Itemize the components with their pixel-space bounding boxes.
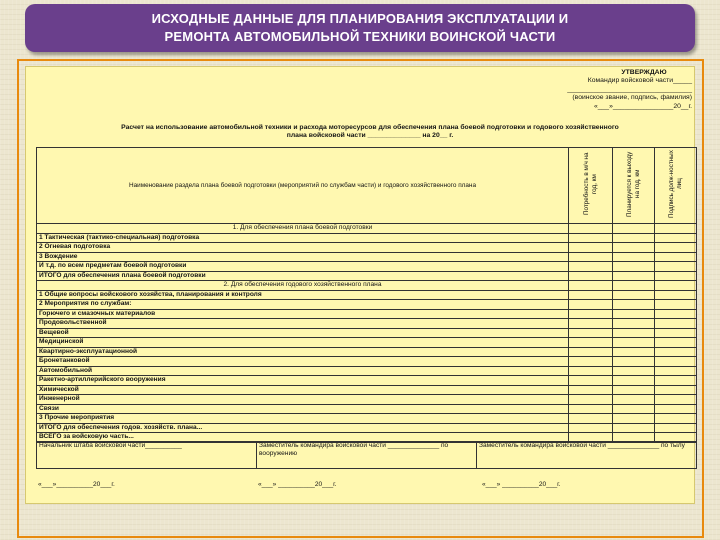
approval-block — [526, 69, 692, 111]
approve-heading: УТВЕРЖДАЮ — [621, 69, 667, 76]
table-row: 1 Общие вопросы войскового хозяйства, планирования и контроля — [37, 290, 697, 300]
approve-caption: (воинское звание, подпись, фамилия) — [572, 94, 692, 102]
table-row: 3 Прочие мероприятия — [37, 414, 697, 424]
signature-row — [37, 442, 697, 469]
calc-line-2: плана войсковой части ______________ на 20__ г. — [286, 132, 454, 140]
table-row: Автомобильной — [37, 366, 697, 376]
table-row: Ракетно-артиллерийского вооружения — [37, 376, 697, 386]
table-row: Горючего и смазочных материалов — [37, 309, 697, 319]
col-header-need: Потребность в м/ч на год, км — [569, 148, 613, 224]
table-row: Продовольственной — [37, 319, 697, 329]
date-field-2: «___» __________20___г. — [258, 481, 337, 488]
calc-line-1: Расчет на использование автомобильной техники и расхода моторесурсов для обеспечения плана боевой подготовки и годового хозяйственного — [121, 124, 619, 131]
table-row: Химической — [37, 385, 697, 395]
planning-table — [36, 147, 697, 443]
section-row — [37, 224, 697, 234]
section-title: 1. Для обеспечения плана боевой подготовки — [37, 224, 569, 234]
title-line-1: ИСХОДНЫЕ ДАННЫЕ ДЛЯ ПЛАНИРОВАНИЯ ЭКСПЛУАТАЦИИ И — [151, 11, 569, 26]
sig-chief-of-staff: Начальник штаба войсковой части__________ — [37, 442, 257, 469]
date-field-1: «___»__________20___г. — [38, 481, 115, 488]
table-row: Бронетанковой — [37, 357, 697, 367]
calculation-heading — [40, 124, 700, 141]
approve-commander: Командир войсковой части_____ — [587, 77, 692, 85]
title-line-2: РЕМОНТА АВТОМОБИЛЬНОЙ ТЕХНИКИ ВОИНСКОЙ ЧАСТИ — [164, 29, 556, 44]
table-row: 3 Вождение — [37, 252, 697, 262]
col-header-planned: Планируется к выходу на год, км — [613, 148, 655, 224]
table-row: Вещевой — [37, 328, 697, 338]
table-row: ИТОГО для обеспечения годов. хозяйств. плана... — [37, 423, 697, 433]
approve-blank-line: _________________________________ — [567, 85, 692, 93]
slide-title — [25, 4, 695, 52]
table-row: 1 Тактическая (тактико-специальная) подготовка — [37, 233, 697, 243]
section-row — [37, 281, 697, 291]
table-header-row — [37, 148, 697, 224]
table-row: И т.д. по всем предметам боевой подготовки — [37, 262, 697, 272]
table-row: ВСЕГО за войсковую часть... — [37, 433, 697, 443]
table-row: 2 Мероприятия по службам: — [37, 300, 697, 310]
table-row: Связи — [37, 404, 697, 414]
section-title: 2. Для обеспечения годового хозяйственного плана — [37, 281, 569, 291]
signature-table — [36, 441, 697, 469]
sig-deputy-armament: Заместитель командира войсковой части ______________ по вооружению — [257, 442, 477, 469]
approve-date: «___»________________20__г. — [593, 102, 692, 110]
date-field-3: «___» __________20___г. — [482, 481, 561, 488]
sig-deputy-rear: Заместитель командира войсковой части ______________ по тылу — [477, 442, 697, 469]
col-header-signatures: Подпись долж-ностных лиц — [655, 148, 697, 224]
col-header-name: Наименование раздела плана боевой подготовки (мероприятий по службам части) и годового хозяйственного плана — [37, 148, 569, 224]
document-form — [25, 66, 695, 504]
table-row: ИТОГО для обеспечения плана боевой подготовки — [37, 271, 697, 281]
table-row: Инженерной — [37, 395, 697, 405]
table-row: 2 Огневая подготовка — [37, 243, 697, 253]
table-row: Медицинской — [37, 338, 697, 348]
table-row: Квартирно-эксплуатационной — [37, 347, 697, 357]
